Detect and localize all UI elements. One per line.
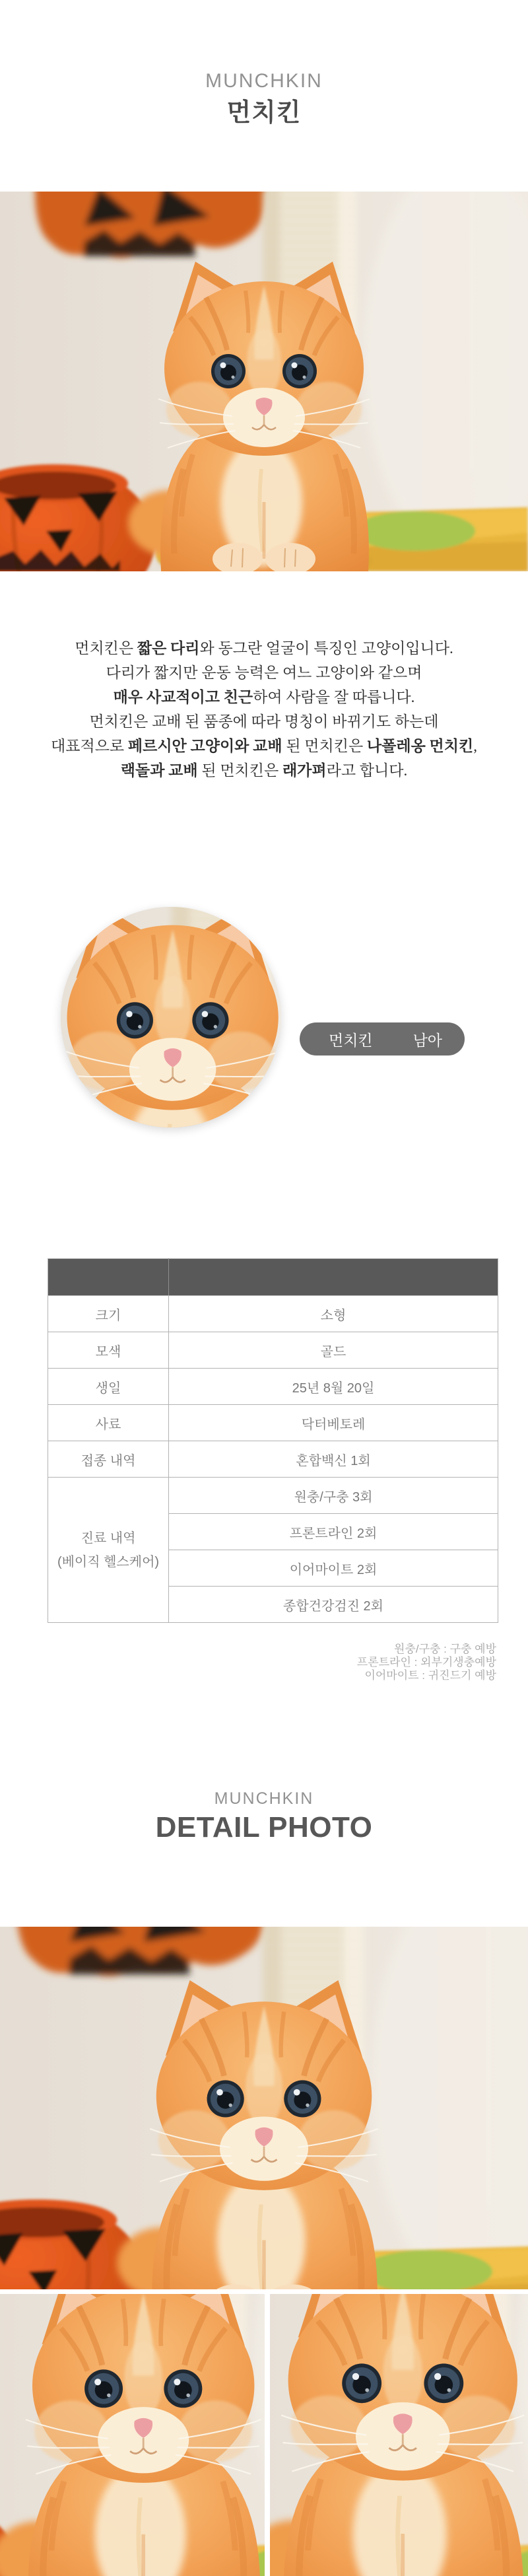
row-value: 이어마이트 2회 [169, 1550, 498, 1587]
breed-description [0, 636, 528, 783]
table-row-feed [48, 1405, 498, 1441]
badge-sex-label: 남아 [412, 1031, 442, 1049]
row-value: 닥터베토레 [169, 1405, 498, 1441]
description-line-1: 먼치킨은 짧은 다리와 동그란 얼굴이 특징인 고양이입니다. [75, 640, 453, 657]
row-value: 혼합백신 1회 [169, 1441, 498, 1478]
table-row-size [48, 1296, 498, 1332]
description-line-4: 먼치킨은 교배 된 품종에 따라 명칭이 바뀌기도 하는데 [89, 713, 439, 730]
note-line-1: 원충/구충 : 구충 예방 [394, 1643, 496, 1655]
description-line-2: 다리가 짧지만 운동 능력은 여느 고양이와 같으며 [106, 664, 422, 681]
breed-sex-badge [300, 1022, 465, 1055]
detail-section-title: DETAIL PHOTO [155, 1811, 373, 1843]
note-line-3: 이어마이트 : 귀진드기 예방 [364, 1669, 496, 1682]
description-line-3: 매우 사교적이고 친근하여 사람을 잘 따릅니다. [113, 689, 415, 705]
table-header-row [48, 1259, 498, 1296]
profile-photo [61, 907, 281, 1127]
detail-photo-large [0, 1927, 528, 2289]
row-label: 크기 [48, 1296, 169, 1332]
table-row-color [48, 1332, 498, 1369]
badge-breed-label: 먼치킨 [329, 1031, 373, 1049]
row-label: 접종 내역 [48, 1441, 169, 1478]
table-header-cell-value [169, 1259, 498, 1296]
detail-section-subtitle: MUNCHKIN [214, 1789, 314, 1808]
note-line-2: 프론트라인 : 외부기생충예방 [356, 1656, 496, 1668]
detail-photo-bottom-right [270, 2294, 528, 2576]
row-label: 사료 [48, 1405, 169, 1441]
brand-title-en: MUNCHKIN [205, 70, 323, 92]
vaccination-notes [357, 1643, 496, 1682]
row-value: 골드 [169, 1332, 498, 1369]
row-value: 소형 [169, 1296, 498, 1332]
info-table [48, 1258, 498, 1623]
row-value: 원충/구충 3회 [169, 1478, 498, 1514]
row-value: 25년 8월 20일 [169, 1369, 498, 1405]
row-label: 모색 [48, 1332, 169, 1369]
care-group-label [48, 1478, 169, 1623]
table-row-vaccination [48, 1441, 498, 1478]
care-group-label-line1: 진료 내역 [81, 1530, 136, 1546]
row-label: 생일 [48, 1369, 169, 1405]
page-title-ko: 먼치킨 [226, 99, 302, 127]
info-table-wrap [48, 1258, 498, 1623]
row-value: 프론트라인 2회 [169, 1514, 498, 1550]
care-group-label-line2: (베이직 헬스케어) [57, 1554, 160, 1569]
description-line-5: 대표적으로 페르시안 고양이와 교배 된 먼치킨은 나폴레옹 먼치킨, [51, 738, 477, 754]
table-header-cell-label [48, 1259, 169, 1296]
table-row-care-1 [48, 1478, 498, 1514]
table-row-birthday [48, 1369, 498, 1405]
detail-photo-bottom-left [0, 2294, 265, 2576]
main-photo [0, 192, 528, 571]
row-value: 종합건강검진 2회 [169, 1587, 498, 1623]
description-line-6: 랙돌과 교배 된 먼치킨은 래가펴라고 합니다. [120, 762, 408, 779]
